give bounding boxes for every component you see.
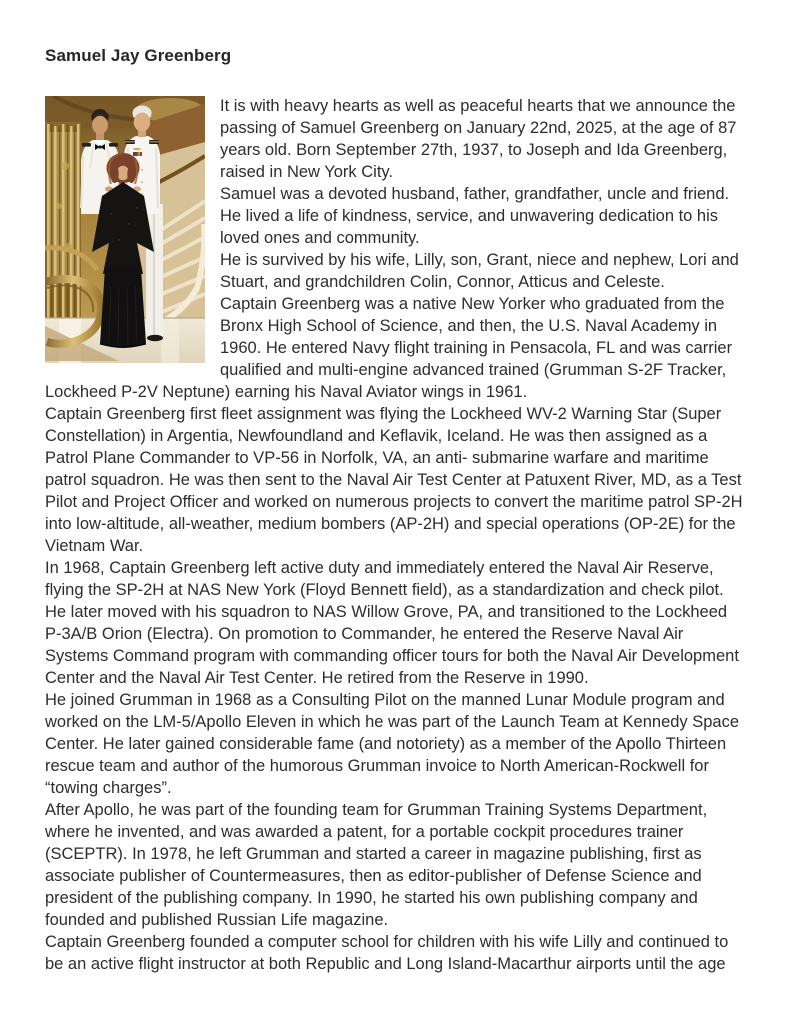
paragraph-early-life: Captain Greenberg was a native New Yorker who graduated from the Bronx High School of Science, and then, the U.S. Naval Academy in 1960. He entered Navy flight training in Pensacola, FL and was carrier qualified and multi-engine advanced trained (Grumman S-2F Tracker, Lockheed P-2V Neptune) earning his Naval Aviator wings in 1961. — [45, 295, 733, 401]
obituary-body — [45, 95, 747, 975]
paragraph-computer-school: Captain Greenberg founded a computer school for children with his wife Lilly and continued to be an active flight instructor at both Republic and Long Island-Macarthur airports until the age — [45, 933, 729, 973]
page-title: Samuel Jay Greenberg — [45, 46, 232, 65]
family-portrait-photo — [45, 96, 205, 363]
paragraph-grumman-apollo: He joined Grumman in 1968 as a Consulting Pilot on the manned Lunar Module program and worked on the LM-5/Apollo Eleven in which he was part of the Launch Team at Kennedy Space Center. He later gained considerable fame (and notoriety) as a member of the Apollo Thirteen rescue team and author of the humorous Grumman invoice to North American-Rockwell for “towing charges”. — [45, 691, 740, 797]
paragraph-after-apollo: After Apollo, he was part of the founding team for Grumman Training Systems Department, where he invented, and was awarded a patent, for a portable cockpit procedures trainer (SCEPTR). In 1978, he left Grumman and started a career in magazine publishing, first as associate publisher of Countermeasures, then as editor-publisher of Defense Science and president of the publishing company. In 1990, he started his own publishing company and founded and published Russian Life magazine. — [45, 801, 708, 929]
paragraph-devotion: Samuel was a devoted husband, father, grandfather, uncle and friend. He lived a life of kindness, service, and unwavering dedication to his loved ones and community. — [220, 185, 730, 247]
family-portrait-illustration — [45, 96, 205, 363]
paragraph-survived-by: He is survived by his wife, Lilly, son, Grant, niece and nephew, Lori and Stuart, and grandchildren Colin, Connor, Atticus and Celeste. — [220, 251, 739, 291]
paragraph-naval-reserve: In 1968, Captain Greenberg left active duty and immediately entered the Naval Air Reserve, flying the SP-2H at NAS New York (Floyd Bennett field), as a standardization and check pilot. He later moved with his squadron to NAS Willow Grove, PA, and transitioned to the Lockheed P-3A/B Orion (Electra). On promotion to Commander, he entered the Reserve Naval Air Systems Command program with commanding officer tours for both the Naval Air Development Center and the Naval Air Test Center. He retired from the Reserve in 1990. — [45, 559, 739, 687]
paragraph-announcement: It is with heavy hearts as well as peaceful hearts that we announce the passing of Samuel Greenberg on January 22nd, 2025, at the age of 87 years old. Born September 27th, 1937, to Joseph and Ida Greenberg, raised in New York City. — [220, 97, 737, 181]
paragraph-fleet-assignment: Captain Greenberg first fleet assignment was flying the Lockheed WV-2 Warning Star (Super Constellation) in Argentia, Newfoundland and Keflavik, Iceland. He was then assigned as a Patrol Plane Commander to VP-56 in Norfolk, VA, an anti- submarine warfare and maritime patrol squadron. He was then sent to the Naval Air Test Center at Patuxent River, MD, as a Test Pilot and Project Officer and worked on numerous projects to convert the maritime patrol SP-2H into low-altitude, all-weather, medium bombers (AP-2H) and special operations (OP-2E) for the Vietnam War. — [45, 405, 743, 555]
